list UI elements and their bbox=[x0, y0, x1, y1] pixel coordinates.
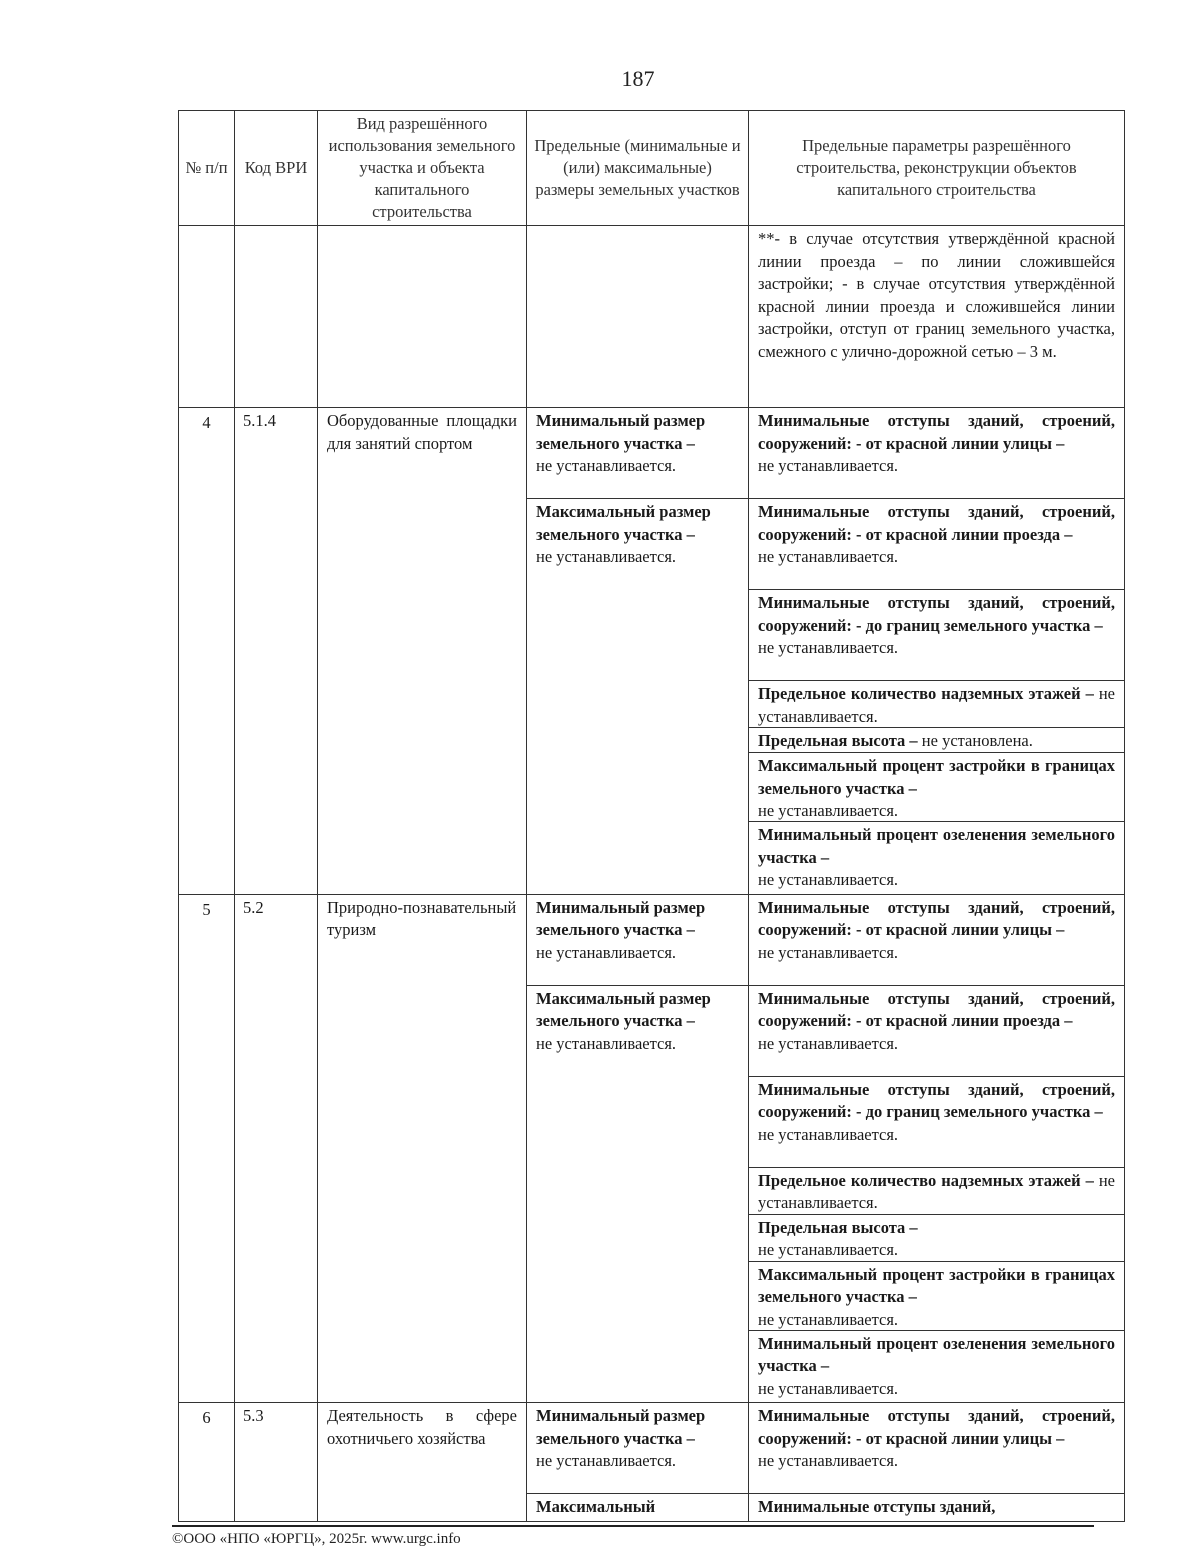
row-plot-sizes bbox=[527, 1403, 749, 1522]
row-parameters bbox=[749, 1403, 1125, 1522]
min-size-label: Минимальный размер земельного участка – bbox=[536, 897, 706, 939]
row-parameters bbox=[749, 408, 1125, 895]
min-size-value: не устанавливается. bbox=[536, 942, 677, 962]
param-block: Минимальные отступы зданий, строений, сооружений: - до границ земельного участка – не устанавливается. bbox=[749, 589, 1124, 680]
param-block: Предельная высота – не установлена. bbox=[749, 727, 1124, 752]
param-block: Минимальный процент озеленения земельного участка – не устанавливается. bbox=[749, 821, 1124, 894]
footer-copyright: ©ООО «НПО «ЮРГЦ», 2025г. www.urgc.info bbox=[172, 1531, 461, 1547]
min-size-block bbox=[527, 408, 748, 498]
max-size-value: не устанавливается. bbox=[536, 547, 677, 566]
max-size-value: не устанавливается. bbox=[536, 1033, 677, 1053]
header-number: № п/п bbox=[179, 111, 235, 226]
min-size-label: Минимальный размер земельного участка – bbox=[536, 411, 706, 453]
row-parameters bbox=[749, 894, 1125, 1403]
max-size-block bbox=[527, 985, 748, 1058]
table-row-continuation bbox=[179, 226, 1125, 408]
param-block: Предельная высота – не устанавливается. bbox=[749, 1214, 1124, 1261]
table-row bbox=[179, 1403, 1125, 1522]
param-block: Максимальный процент застройки в границах земельного участка – не устанавливается. bbox=[749, 1261, 1124, 1330]
table-header-row bbox=[179, 111, 1125, 226]
row-code: 5.1.4 bbox=[235, 408, 318, 895]
row-number: 4 bbox=[179, 408, 235, 895]
table-row bbox=[179, 408, 1125, 895]
min-size-block bbox=[527, 1403, 748, 1493]
row-plot-sizes bbox=[527, 408, 749, 895]
row-use-name: Деятельность в сфере охотничьего хозяйства bbox=[318, 1403, 527, 1522]
header-parameters: Предельные параметры разрешённого строительства, реконструкции объектов капитального строительства bbox=[749, 111, 1125, 226]
max-size-label: Максимальный размер земельного участка – bbox=[536, 502, 711, 544]
row-plot-sizes bbox=[527, 894, 749, 1403]
min-size-label: Минимальный размер земельного участка – bbox=[536, 1406, 706, 1448]
param-block: Минимальные отступы зданий, bbox=[749, 1493, 1124, 1521]
row-code: 5.3 bbox=[235, 1403, 318, 1522]
param-block: Минимальные отступы зданий, строений, сооружений: - от красной линии улицы – не устанавливается. bbox=[758, 1406, 1115, 1470]
row-code: 5.2 bbox=[235, 894, 318, 1403]
page-number: 187 bbox=[621, 66, 655, 91]
header-code: Код ВРИ bbox=[235, 111, 318, 226]
param-block: Минимальные отступы зданий, строений, сооружений: - от красной линии улицы – не устанавливается. bbox=[758, 897, 1115, 962]
row-number: 6 bbox=[179, 1403, 235, 1522]
min-size-value: не устанавливается. bbox=[536, 456, 677, 475]
table-row bbox=[179, 894, 1125, 1403]
min-size-block bbox=[527, 895, 748, 985]
param-block: Минимальные отступы зданий, строений, сооружений: - от красной линии проезда – не устанавливается. bbox=[749, 985, 1124, 1076]
max-size-block bbox=[527, 1493, 748, 1521]
param-block: Минимальный процент озеленения земельного участка – не устанавливается. bbox=[749, 1330, 1124, 1403]
param-block: Минимальные отступы зданий, строений, сооружений: - до границ земельного участка – не устанавливается. bbox=[749, 1076, 1124, 1167]
row-use-name: Природно-познавательный туризм bbox=[318, 894, 527, 1403]
row-number: 5 bbox=[179, 894, 235, 1403]
param-block: Максимальный процент застройки в границах земельного участка – не устанавливается. bbox=[749, 752, 1124, 821]
param-block: Предельное количество надземных этажей – не устанавливается. bbox=[749, 680, 1124, 727]
min-size-value: не устанавливается. bbox=[536, 1451, 677, 1470]
row-use-name: Оборудованные площадки для занятий спортом bbox=[318, 408, 527, 895]
max-size-label: Максимальный bbox=[536, 1497, 656, 1516]
param-block: Минимальные отступы зданий, строений, сооружений: - от красной линии улицы – не устанавливается. bbox=[758, 411, 1115, 475]
max-size-block bbox=[527, 498, 748, 571]
continuation-params: **- в случае отсутствия утверждённой красной линии проезда – по линии сложившейся застройки; - в случае отсутствия утверждённой красной линии проезда и сложившейся линии застройки, отступ от границ земельного участка, смежного с улично-дорожной сетью – 3 м. bbox=[749, 226, 1125, 408]
param-block: Минимальные отступы зданий, строений, сооружений: - от красной линии проезда – не устанавливается. bbox=[749, 498, 1124, 589]
max-size-label: Максимальный размер земельного участка – bbox=[536, 988, 711, 1030]
footer-divider bbox=[172, 1525, 1094, 1527]
header-use-type: Вид разрешённого использования земельного участка и объекта капитального строительства bbox=[318, 111, 527, 226]
regulations-table bbox=[178, 110, 1125, 1522]
param-block: Предельное количество надземных этажей – не устанавливается. bbox=[749, 1167, 1124, 1214]
header-plot-sizes: Предельные (минимальные и (или) максимальные) размеры земельных участков bbox=[527, 111, 749, 226]
